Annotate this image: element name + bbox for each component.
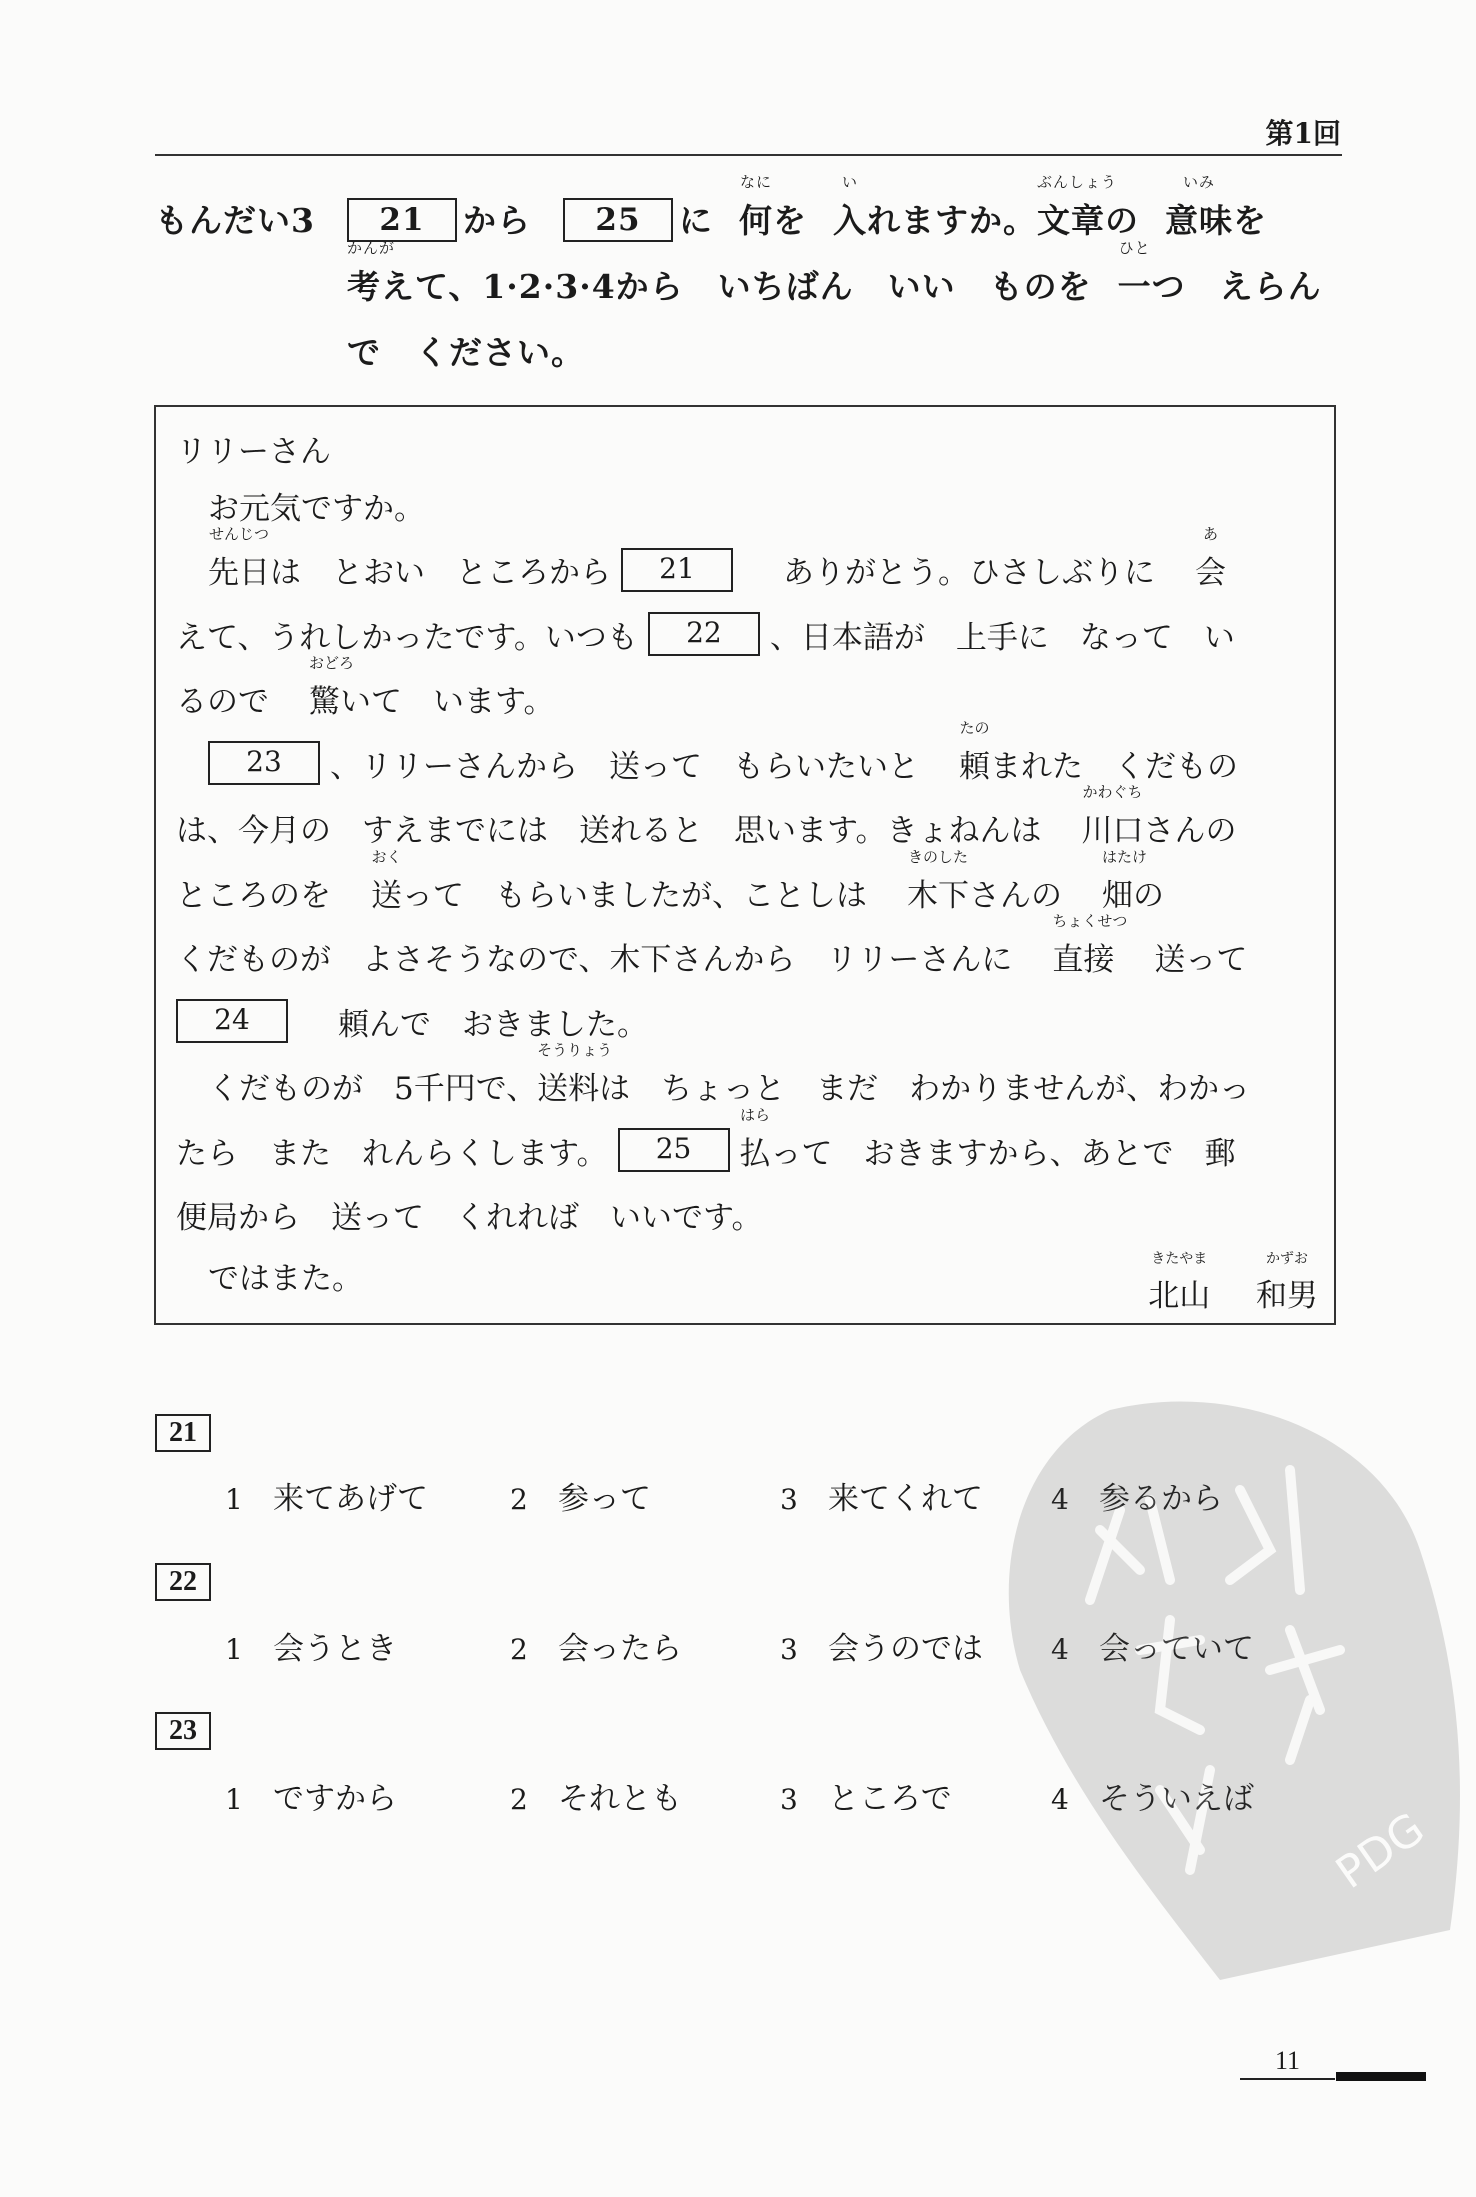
furigana: おどろ — [309, 654, 355, 673]
furigana: そうりょう — [537, 1041, 613, 1060]
option-number: 4 — [1051, 1483, 1069, 1516]
footer-bar — [1336, 2072, 1426, 2081]
section-label: 第1回 — [1265, 117, 1341, 150]
furigana: きたやま — [1151, 1251, 1208, 1267]
kanji: 払 — [739, 1135, 771, 1172]
footer-rule — [1240, 2078, 1335, 2080]
kanji: 考 — [347, 267, 381, 306]
text: って もらいましたが、ことしは — [402, 877, 867, 914]
blank-ref: 21 — [347, 198, 457, 242]
watermark-seal — [990, 1370, 1476, 2010]
option[interactable] — [510, 1623, 682, 1668]
watermark-text: PDG — [1327, 1803, 1434, 1900]
furigana: い — [841, 173, 858, 191]
blank-24: 24 — [176, 999, 288, 1043]
blank-21: 21 — [621, 548, 733, 592]
text: ではまた。 — [208, 1260, 363, 1297]
option-number: 2 — [510, 1483, 528, 1516]
option[interactable] — [510, 1773, 682, 1818]
ruby-word — [1117, 239, 1152, 308]
option-number: 1 — [225, 1633, 243, 1666]
text: の — [1104, 201, 1139, 240]
page-number: 11 — [1275, 2046, 1301, 2075]
kanji: 何 — [738, 201, 773, 240]
blank-23: 23 — [208, 741, 320, 785]
kanji: 川口 — [1081, 813, 1144, 850]
option[interactable] — [225, 1773, 397, 1818]
text: 、日本語が 上手に なって い — [769, 619, 1235, 656]
blank-22: 22 — [648, 612, 760, 656]
text: 便局から 送って くれれば いいです。 — [176, 1200, 763, 1237]
option-text: 会ったら — [558, 1631, 682, 1667]
letter-line — [176, 912, 1318, 990]
ruby-word — [1195, 525, 1226, 592]
ruby-word — [1052, 912, 1128, 979]
option-text: ですから — [273, 1781, 397, 1817]
option-text: 会うのでは — [828, 1631, 983, 1667]
option-text: 来てあげて — [273, 1481, 428, 1517]
option-text: 会っていて — [1099, 1631, 1254, 1667]
blank-ref: 25 — [563, 198, 673, 242]
ruby-word — [537, 1041, 613, 1108]
text: 送って — [1154, 942, 1248, 979]
text: えて、1·2·3·4から いちばん いい ものを — [381, 267, 1092, 306]
ruby-word — [1081, 783, 1144, 850]
option-number: 3 — [780, 1633, 798, 1666]
furigana: きのした — [907, 847, 968, 866]
ruby-word — [371, 847, 402, 915]
option-number: 4 — [1051, 1633, 1069, 1666]
furigana: かんが — [347, 239, 396, 257]
option-number: 3 — [780, 1483, 798, 1516]
kanji: 会 — [1195, 555, 1226, 592]
ruby-word — [309, 654, 355, 721]
kanji: 文章 — [1036, 201, 1105, 240]
text: さんの — [1143, 813, 1237, 850]
text: くだものが 5千円で、 — [208, 1071, 538, 1108]
furigana: せんじつ — [208, 525, 269, 544]
ruby-word — [1164, 173, 1233, 242]
text: で ください。 — [347, 333, 585, 372]
option-text: 参って — [558, 1481, 651, 1517]
text: お元気ですか。 — [208, 490, 425, 527]
option-number: 2 — [510, 1633, 528, 1666]
text: たら また れんらくします。 — [176, 1135, 608, 1172]
instruction-line-1 — [155, 173, 1345, 242]
option[interactable] — [780, 1473, 983, 1518]
text: えて、うれしかったです。いつも — [176, 619, 638, 656]
instructions — [155, 173, 1345, 374]
kanji: 直接 — [1052, 942, 1115, 979]
furigana: おく — [371, 847, 402, 866]
kanji: 和男 — [1256, 1278, 1318, 1314]
furigana: いみ — [1182, 173, 1215, 191]
letter-line — [176, 1105, 1318, 1183]
text: の — [1133, 877, 1164, 914]
ruby-word — [959, 718, 990, 786]
option[interactable] — [1051, 1773, 1254, 1818]
text: を — [1232, 201, 1267, 240]
option[interactable] — [225, 1473, 428, 1518]
option-text: そういえば — [1099, 1781, 1254, 1817]
furigana: ちょくせつ — [1052, 912, 1128, 931]
text: くだものが よさそうなので、木下さんから リリーさんに — [176, 942, 1013, 979]
furigana: かわぐち — [1082, 783, 1143, 802]
letter-line — [176, 1183, 1318, 1248]
text: リリーさん — [176, 433, 331, 470]
letter-line — [176, 525, 1318, 603]
text: ありがとう。ひさしぶりに — [783, 555, 1155, 592]
letter-line — [176, 654, 1318, 732]
letter-greeting — [176, 423, 1318, 473]
text: いて います。 — [340, 684, 555, 721]
furigana: なに — [739, 173, 772, 191]
ruby-word — [1256, 1251, 1318, 1315]
furigana: あ — [1202, 525, 1218, 544]
option-number: 3 — [780, 1783, 798, 1816]
question-number: 23 — [155, 1712, 211, 1750]
furigana: かずお — [1266, 1251, 1308, 1267]
text: るので — [176, 684, 269, 721]
text: まれた くだもの — [990, 748, 1238, 785]
instruction-line-3 — [155, 308, 1345, 374]
letter-closing — [176, 1247, 1318, 1303]
option-number: 4 — [1051, 1783, 1069, 1816]
kanji: 先日 — [208, 555, 270, 592]
letter-line — [176, 718, 1318, 796]
text: に — [678, 201, 713, 240]
option-number: 1 — [225, 1483, 243, 1516]
text: って おきますから、あとで 郵 — [770, 1135, 1236, 1172]
option[interactable] — [780, 1623, 983, 1668]
text: は ちょっと まだ わかりませんが、わかっ — [599, 1071, 1251, 1108]
option-text: 来てくれて — [828, 1481, 983, 1517]
furigana: ひと — [1118, 239, 1151, 257]
header-rule — [155, 154, 1342, 156]
ruby-word — [1102, 847, 1148, 915]
option-text: ところで — [828, 1781, 952, 1817]
option[interactable] — [225, 1623, 397, 1668]
option-number: 1 — [225, 1783, 243, 1816]
text: 、リリーさんから 送って もらいたいと — [330, 748, 919, 785]
letter-line — [176, 989, 1318, 1054]
kanji: 木下 — [907, 877, 969, 914]
text: 頼んで おきました。 — [338, 1006, 648, 1043]
kanji: 送料 — [537, 1071, 600, 1108]
text: ところのを — [176, 877, 331, 914]
option-text: 参るから — [1099, 1481, 1223, 1517]
question-number: 22 — [155, 1563, 211, 1601]
ruby-word — [832, 173, 867, 242]
instruction-line-2 — [155, 239, 1345, 308]
ruby-word — [208, 525, 270, 592]
text: れますか。 — [866, 201, 1037, 240]
question-set-label: もんだい3 — [155, 201, 315, 240]
text: は、今月の すえまでには 送れると 思います。きょねんは — [176, 813, 1042, 850]
kanji: 畑 — [1102, 877, 1133, 914]
kanji: 驚 — [309, 684, 340, 721]
ruby-word — [347, 239, 396, 308]
kanji: 意味 — [1164, 201, 1233, 240]
text: は とおい ところから — [270, 555, 611, 592]
furigana: たの — [959, 718, 990, 737]
kanji: 北山 — [1148, 1278, 1211, 1314]
ruby-word — [1036, 173, 1117, 242]
option[interactable] — [780, 1773, 952, 1818]
option[interactable] — [510, 1473, 651, 1518]
kanji: 送 — [371, 877, 402, 914]
text: つ えらん — [1151, 267, 1322, 306]
kanji: 一 — [1117, 267, 1152, 306]
text: から — [462, 201, 531, 240]
furigana: はたけ — [1102, 847, 1148, 866]
ruby-word — [907, 847, 969, 915]
option[interactable] — [1051, 1623, 1254, 1668]
text: を — [772, 201, 807, 240]
ruby-word — [738, 173, 773, 242]
kanji: 頼 — [959, 748, 990, 785]
option[interactable] — [1051, 1473, 1223, 1518]
signature — [1148, 1251, 1318, 1315]
ruby-word — [1148, 1251, 1211, 1315]
furigana: はら — [740, 1105, 771, 1124]
kanji: 入 — [832, 201, 867, 240]
letter-line — [176, 473, 1318, 538]
letter-box — [154, 405, 1336, 1325]
option-number: 2 — [510, 1783, 528, 1816]
option-text: 会うとき — [273, 1631, 397, 1667]
ruby-word — [739, 1105, 771, 1173]
blank-25: 25 — [618, 1128, 730, 1172]
furigana: ぶんしょう — [1036, 173, 1117, 191]
letter-line — [176, 847, 1318, 925]
question-number: 21 — [155, 1414, 211, 1452]
option-text: それとも — [558, 1781, 682, 1817]
text: さんの — [969, 877, 1062, 914]
